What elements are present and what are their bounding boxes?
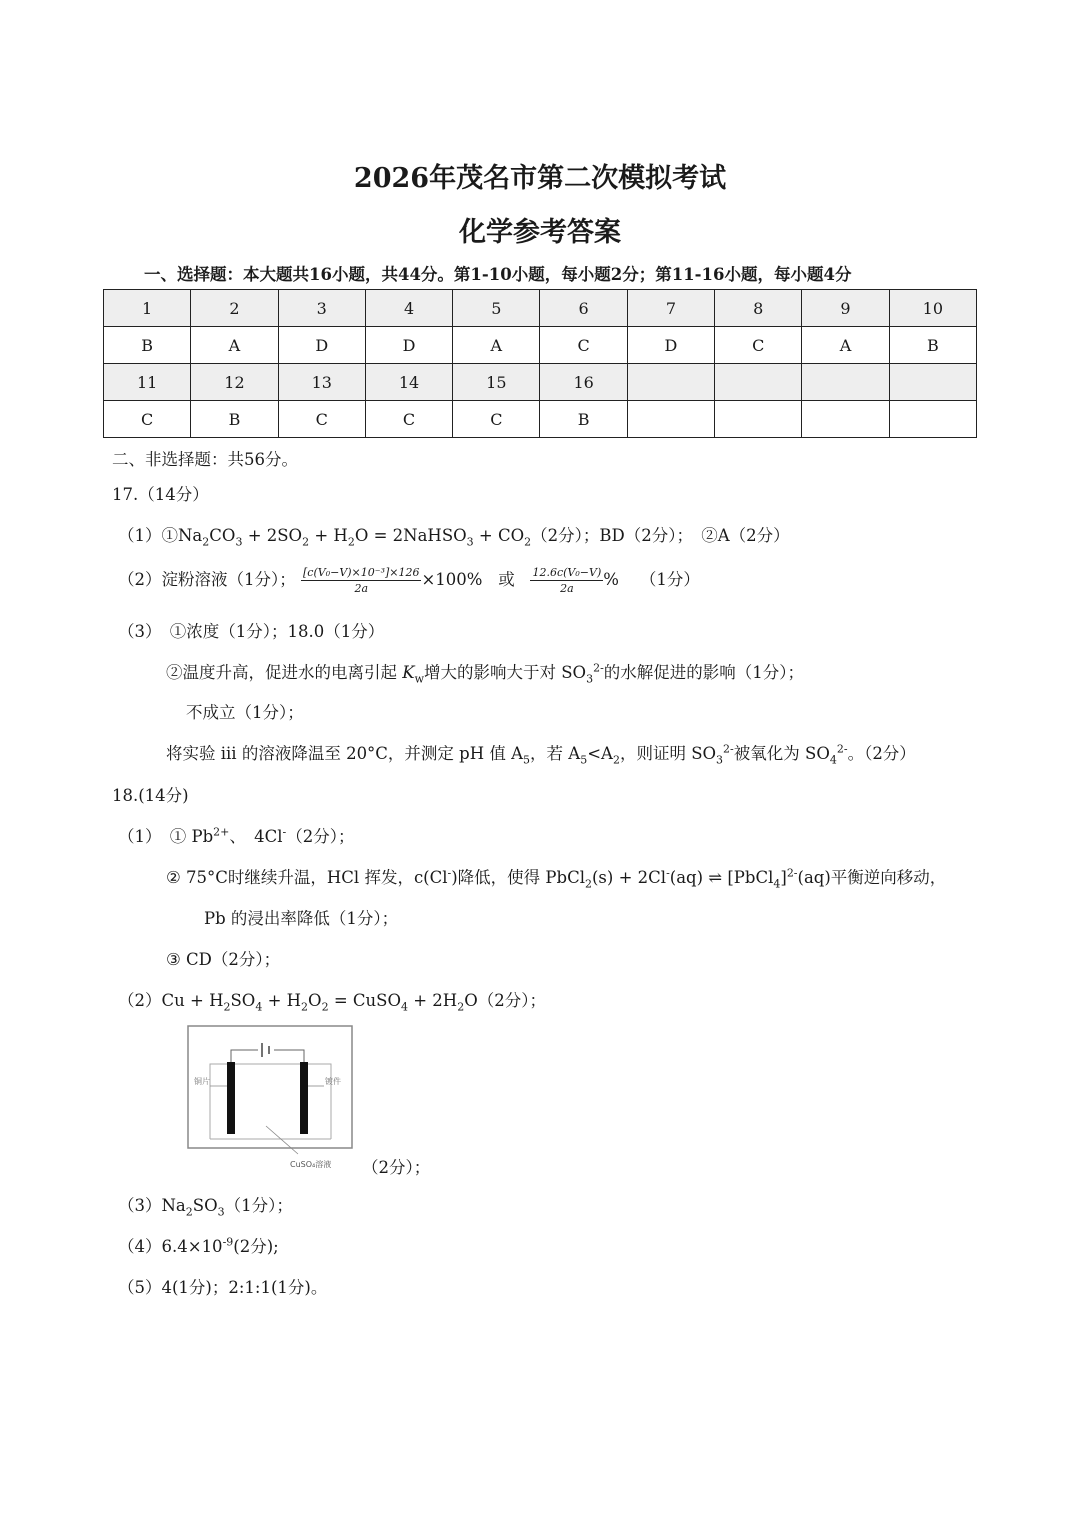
text: %: [603, 570, 619, 589]
text: <A: [587, 744, 613, 763]
table-row: [104, 364, 977, 401]
table-cell: B: [889, 327, 976, 364]
table-cell: B: [104, 327, 191, 364]
superscript: -: [282, 825, 287, 839]
table-cell: 16: [540, 364, 627, 401]
table-cell: C: [278, 401, 365, 438]
text: O = 2NaHSO: [354, 526, 467, 545]
text: （2）Cu + H: [118, 991, 224, 1010]
text: (s) + 2Cl: [592, 868, 667, 887]
subscript: 4: [400, 1000, 408, 1014]
q17-title: 17.（14分）: [112, 485, 209, 504]
text: (aq)平衡逆向移动，: [797, 868, 947, 887]
text: 将实验 iii 的溶液降温至 20°C，并测定 pH 值 A: [166, 744, 524, 763]
q18-part2-score: （2分）；: [362, 1158, 431, 1177]
q18-part5: （5）4(1分)；2:1:1(1分)。: [118, 1278, 328, 1297]
table-cell: 7: [627, 290, 714, 327]
table-cell-empty: [627, 401, 714, 438]
table-cell: 4: [365, 290, 452, 327]
wire-left: [231, 1050, 258, 1062]
q17-part3-a: （3） ①浓度（1分）；18.0（1分）: [118, 622, 385, 641]
subscript: 2: [585, 877, 592, 891]
text: （1）①Na: [118, 526, 203, 545]
plated-electrode: [300, 1062, 308, 1134]
q18-part1-a: [118, 823, 355, 847]
text: （3）Na: [118, 1196, 186, 1215]
table-cell-empty: [627, 364, 714, 401]
text: K: [402, 663, 415, 682]
superscript: 2+: [213, 825, 230, 839]
subscript: 2: [301, 1000, 309, 1014]
q17-part3-b: [166, 659, 804, 685]
table-cell: A: [802, 327, 889, 364]
subscript: 5: [523, 753, 531, 767]
label-copper: 铜片: [194, 1077, 210, 1086]
wire-right: [274, 1050, 304, 1062]
page-subtitle: 化学参考答案: [459, 217, 621, 248]
table-row: [104, 327, 977, 364]
answer-table: [103, 289, 977, 438]
label-solution: CuSO₄溶液: [290, 1160, 332, 1169]
superscript: 2-: [836, 742, 848, 756]
table-cell: 2: [191, 290, 278, 327]
text: （1分）；: [224, 1196, 293, 1215]
text: O（2分）；: [464, 991, 546, 1010]
table-row: [104, 290, 977, 327]
subscript: 3: [586, 672, 594, 686]
q18-part1-d: ③ CD（2分）；: [166, 950, 281, 969]
table-cell: C: [365, 401, 452, 438]
q17-part2: [118, 565, 700, 596]
text: 被氧化为 SO: [733, 744, 830, 763]
q17-part1: [118, 522, 790, 548]
q18-part1-c: Pb 的浸出率降低（1分）；: [204, 909, 399, 928]
subscript: 3: [235, 535, 243, 549]
text: （4）6.4×10: [118, 1237, 223, 1256]
superscript: -: [666, 866, 670, 880]
table-cell: 6: [540, 290, 627, 327]
text: （2分）；: [286, 827, 355, 846]
subscript: 3: [217, 1205, 225, 1219]
subscript: 5: [580, 753, 588, 767]
text: SO: [192, 1196, 218, 1215]
table-cell: D: [365, 327, 452, 364]
q18-part1-b: [166, 864, 946, 890]
table-cell-empty: [889, 364, 976, 401]
fraction: [301, 565, 421, 596]
q18-title: 18.(14分): [112, 786, 189, 805]
electroplating-diagram: [186, 1024, 361, 1174]
fraction-numerator: 12.6c(V₀−V): [532, 566, 602, 579]
table-cell: A: [453, 327, 540, 364]
text: ②温度升高，促进水的电离引起: [166, 663, 397, 682]
table-cell: C: [104, 401, 191, 438]
table-cell: 15: [453, 364, 540, 401]
text: )降低，使得 PbCl: [451, 868, 585, 887]
subscript: 2: [524, 535, 532, 549]
table-cell: D: [278, 327, 365, 364]
fraction-denominator: 2a: [354, 582, 369, 595]
q18-part3: [118, 1192, 293, 1218]
superscript: -9: [222, 1235, 234, 1249]
subscript: w: [414, 672, 424, 686]
fraction-numerator: [c(V₀−V)×10⁻³]×126: [303, 566, 420, 579]
superscript: -: [447, 866, 452, 880]
text: + H: [267, 991, 302, 1010]
table-cell: 11: [104, 364, 191, 401]
copper-electrode: [227, 1062, 235, 1134]
q17-part3-d: [166, 740, 916, 766]
subscript: 2: [223, 1000, 231, 1014]
q17-part3-c: 不成立（1分）；: [186, 703, 304, 722]
subscript: 2: [302, 535, 310, 549]
table-cell: 5: [453, 290, 540, 327]
table-cell: D: [627, 327, 714, 364]
table-cell-empty: [802, 401, 889, 438]
table-cell-empty: [889, 401, 976, 438]
text: + 2SO: [247, 526, 303, 545]
text: （1） ① Pb: [118, 827, 214, 846]
text: ② 75°C时继续升温，HCl 挥发，c(Cl: [166, 868, 448, 887]
subscript: 2: [321, 1000, 329, 1014]
text: 的水解促进的影响（1分）；: [603, 663, 805, 682]
text: CO: [209, 526, 236, 545]
text: （1分）: [639, 570, 700, 589]
text: 、 4Cl: [229, 827, 283, 846]
subscript: 2: [612, 753, 620, 767]
table-cell: C: [453, 401, 540, 438]
text: SO: [230, 991, 256, 1010]
section2-heading: 二、非选择题：共56分。: [112, 450, 298, 469]
text: ，则证明 SO: [619, 744, 717, 763]
label-plated: 镀件: [325, 1077, 341, 1086]
fraction-denominator: 2a: [560, 582, 574, 595]
table-cell: A: [191, 327, 278, 364]
table-cell-empty: [715, 364, 802, 401]
text: O: [308, 991, 322, 1010]
text: ]: [780, 868, 787, 887]
subscript: 2: [347, 535, 355, 549]
text: + 2H: [413, 991, 458, 1010]
q18-part4: [118, 1233, 279, 1257]
table-cell: C: [715, 327, 802, 364]
table-cell-empty: [802, 364, 889, 401]
subscript: 4: [255, 1000, 263, 1014]
text: 增大的影响大于对 SO: [424, 663, 587, 682]
table-cell: B: [191, 401, 278, 438]
text: （2分）；BD（2分）； ②A（2分）: [531, 526, 790, 545]
subscript: 2: [202, 535, 210, 549]
text: 或: [498, 570, 515, 589]
table-cell: 10: [889, 290, 976, 327]
superscript: 2-: [593, 661, 604, 675]
table-cell: C: [540, 327, 627, 364]
text: (aq) ⇌ [PbCl: [669, 868, 774, 887]
table-cell-empty: [715, 401, 802, 438]
superscript: 2-: [786, 866, 798, 880]
table-cell: 12: [191, 364, 278, 401]
text: + CO: [478, 526, 525, 545]
table-cell: 14: [365, 364, 452, 401]
table-cell: B: [540, 401, 627, 438]
superscript: 2-: [723, 742, 734, 756]
fraction: [530, 565, 603, 596]
table-cell: 3: [278, 290, 365, 327]
subscript: 4: [773, 877, 781, 891]
section1-heading: 一、选择题：本大题共16小题，共44分。第1-10小题，每小题2分；第11-16小题，每小题4分: [144, 265, 852, 284]
text: + H: [314, 526, 348, 545]
text: 。（2分）: [847, 744, 916, 763]
subscript: 2: [185, 1205, 193, 1219]
q18-part2: [118, 987, 546, 1013]
text: ×100%: [421, 570, 483, 589]
text: （2）淀粉溶液（1分）；: [118, 570, 296, 589]
subscript: 3: [466, 535, 474, 549]
table-cell: 9: [802, 290, 889, 327]
subscript: 3: [716, 753, 724, 767]
leader-line-bottom: [266, 1126, 298, 1154]
subscript: 4: [829, 753, 837, 767]
page-title: 2026年茂名市第二次模拟考试: [353, 163, 727, 194]
text: ，若 A: [530, 744, 581, 763]
text: = CuSO: [333, 991, 401, 1010]
table-row: [104, 401, 977, 438]
table-cell: 8: [715, 290, 802, 327]
table-cell: 1: [104, 290, 191, 327]
subscript: 2: [457, 1000, 465, 1014]
table-cell: 13: [278, 364, 365, 401]
text: (2分);: [233, 1237, 279, 1256]
